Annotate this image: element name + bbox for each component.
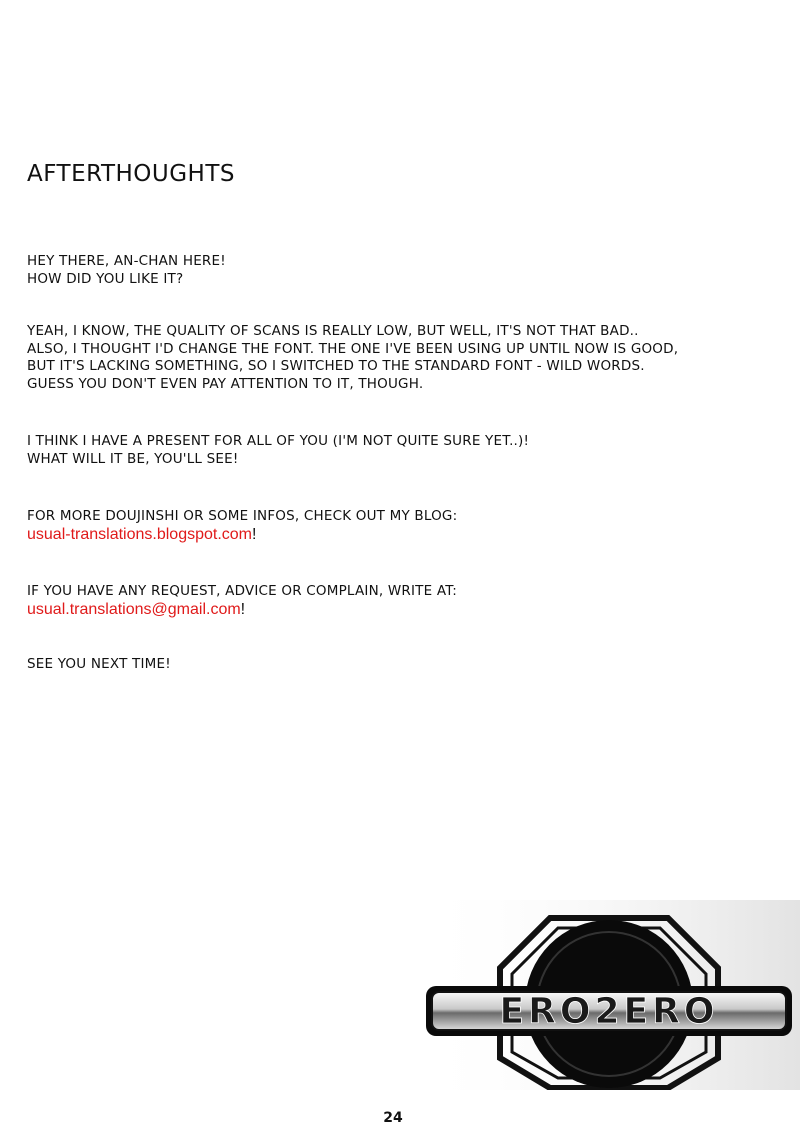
text-line: YEAH, I KNOW, THE QUALITY OF SCANS IS REALLY LOW, BUT WELL, IT'S NOT THAT BAD.. [27, 323, 639, 339]
blog-intro: FOR MORE DOUJINSHI OR SOME INFOS, CHECK OUT MY BLOG: [27, 508, 458, 524]
present-paragraph [27, 433, 529, 468]
email-line [27, 601, 457, 619]
svg-text:ERO2ERO: ERO2ERO [499, 991, 719, 1032]
ero2ero-logo [418, 900, 800, 1090]
blog-link[interactable]: usual-translations.blogspot.com [27, 525, 253, 543]
email-link[interactable]: usual.translations@gmail.com [27, 600, 241, 618]
text-line: ALSO, I THOUGHT I'D CHANGE THE FONT. THE ONE I'VE BEEN USING UP UNTIL NOW IS GOOD, [27, 340, 679, 357]
page-number: 24 [383, 1110, 403, 1126]
text-line: HOW DID YOU LIKE IT? [27, 270, 184, 287]
closing-paragraph [27, 656, 171, 674]
quality-paragraph [27, 323, 678, 393]
text-line: WHAT WILL IT BE, YOU'LL SEE! [27, 450, 239, 467]
page-title: AFTERTHOUGHTS [27, 161, 235, 187]
closing-line: SEE YOU NEXT TIME! [27, 656, 171, 672]
greeting-paragraph [27, 253, 226, 288]
blog-paragraph [27, 508, 457, 543]
email-paragraph [27, 583, 457, 618]
text-line: HEY THERE, AN-CHAN HERE! [27, 253, 226, 269]
blog-link-suffix: ! [252, 525, 257, 543]
text-line: I THINK I HAVE A PRESENT FOR ALL OF YOU (I'M NOT QUITE SURE YET..)! [27, 433, 530, 449]
text-line: GUESS YOU DON'T EVEN PAY ATTENTION TO IT, THOUGH. [27, 375, 424, 392]
text-line: BUT IT'S LACKING SOMETHING, SO I SWITCHED TO THE STANDARD FONT - WILD WORDS. [27, 358, 645, 374]
blog-line [27, 526, 457, 544]
email-link-suffix: ! [240, 600, 246, 618]
email-intro: IF YOU HAVE ANY REQUEST, ADVICE OR COMPLAIN, WRITE AT: [27, 583, 457, 599]
